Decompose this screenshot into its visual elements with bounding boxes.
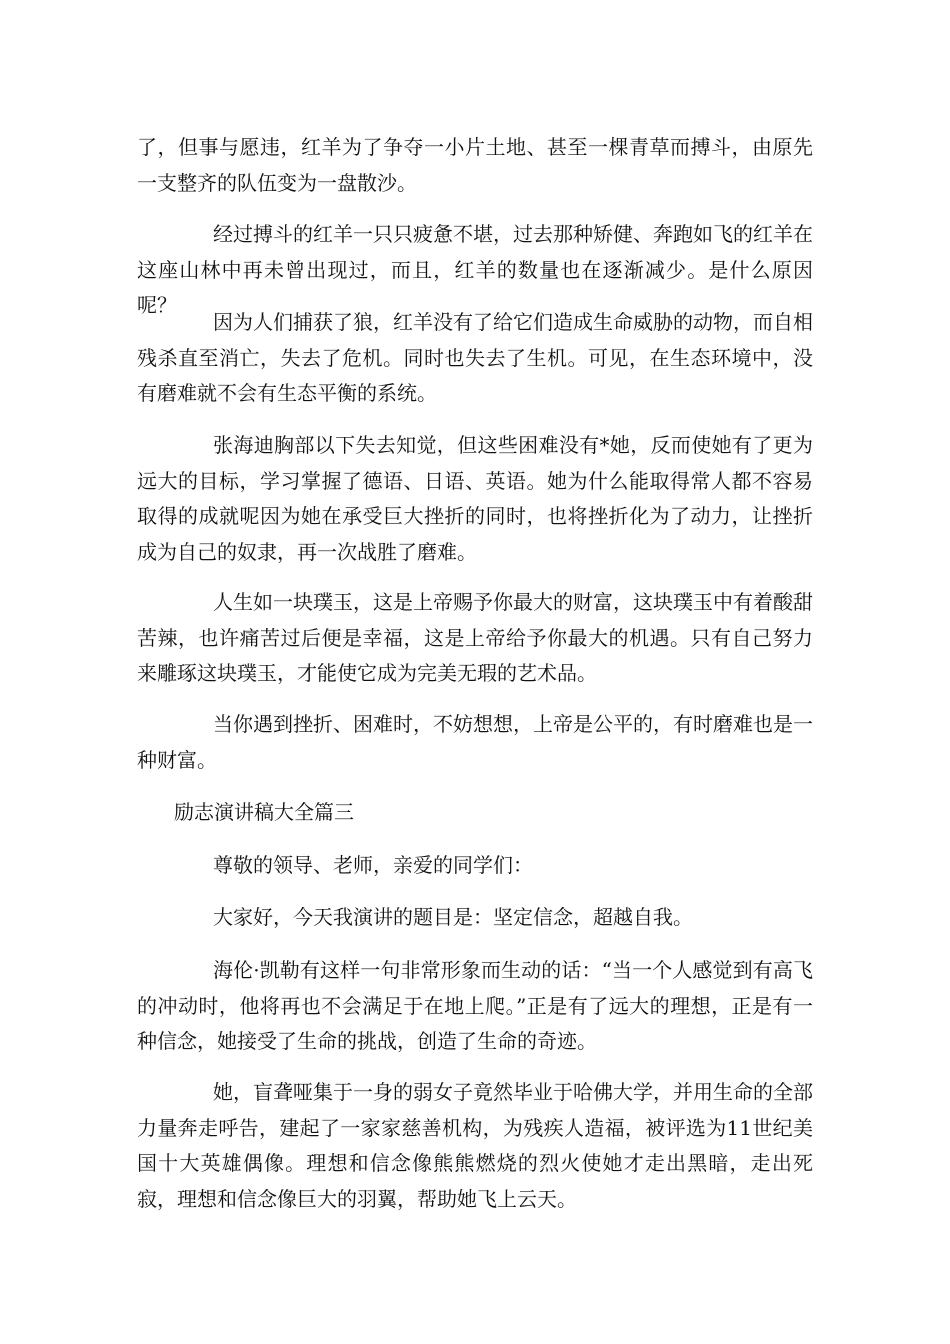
paragraph-greeting: 尊敬的领导、老师，亲爱的同学们： — [213, 853, 533, 877]
paragraph-zhang-haidi: 张海迪胸部以下失去知觉，但这些困难没有*她，反而使她有了更为远大的目标，学习掌握了德语、日语、英语。她为什么能取得常人都不容易取得的成就呢因为她在承受巨大挫折的同时，也将挫折化为了动力，让挫折成为自己的奴隶，再一次战胜了磨难。 — [137, 433, 813, 564]
section-title: 励志演讲稿大全篇三 — [174, 800, 354, 824]
paragraph-red-sheep-decline: 经过搏斗的红羊一只只疲惫不堪，过去那种矫健、奔跑如飞的红羊在这座山林中再未曾出现过，而且，红羊的数量也在逐渐减少。是什么原因呢？ — [137, 222, 813, 317]
paragraph-helen-keller-quote: 海伦·凯勒有这样一句非常形象而生动的话：“当一个人感觉到有高飞的冲动时，他将再也不会满足于在地上爬。”正是有了远大的理想，正是有一种信念，她接受了生命的挑战，创造了生命的奇迹。 — [137, 958, 813, 1053]
paragraph-topic: 大家好，今天我演讲的题目是：坚定信念，超越自我。 — [213, 905, 693, 929]
paragraph-life-jade: 人生如一块璞玉，这是上帝赐予你最大的财富，这块璞玉中有着酸甜苦辣，也许痛苦过后便是幸福，这是上帝给予你最大的机遇。只有自己努力来雕琢这块璞玉，才能使它成为完美无瑕的艺术品。 — [137, 590, 813, 685]
paragraph-no-crisis: 因为人们捕获了狼，红羊没有了给它们造成生命威胁的动物，而自相残杀直至消亡，失去了危机。同时也失去了生机。可见，在生态环境中，没有磨难就不会有生态平衡的系统。 — [137, 310, 813, 405]
paragraph-red-sheep-fight: 了，但事与愿违，红羊为了争夺一小片土地、甚至一棵青草而搏斗，由原先一支整齐的队伍变为一盘散沙。 — [137, 135, 813, 195]
paragraph-helen-keller-story: 她，盲聋哑集于一身的弱女子竟然毕业于哈佛大学，并用生命的全部力量奔走呼告，建起了一家家慈善机构，为残疾人造福，被评选为11世纪美国十大英雄偶像。理想和信念像熊熊燃烧的烈火使她才走出黑暗，走出死寂，理想和信念像巨大的羽翼，帮助她飞上云天。 — [137, 1080, 813, 1211]
paragraph-setbacks-wealth: 当你遇到挫折、困难时，不妨想想，上帝是公平的，有时磨难也是一种财富。 — [137, 712, 813, 772]
